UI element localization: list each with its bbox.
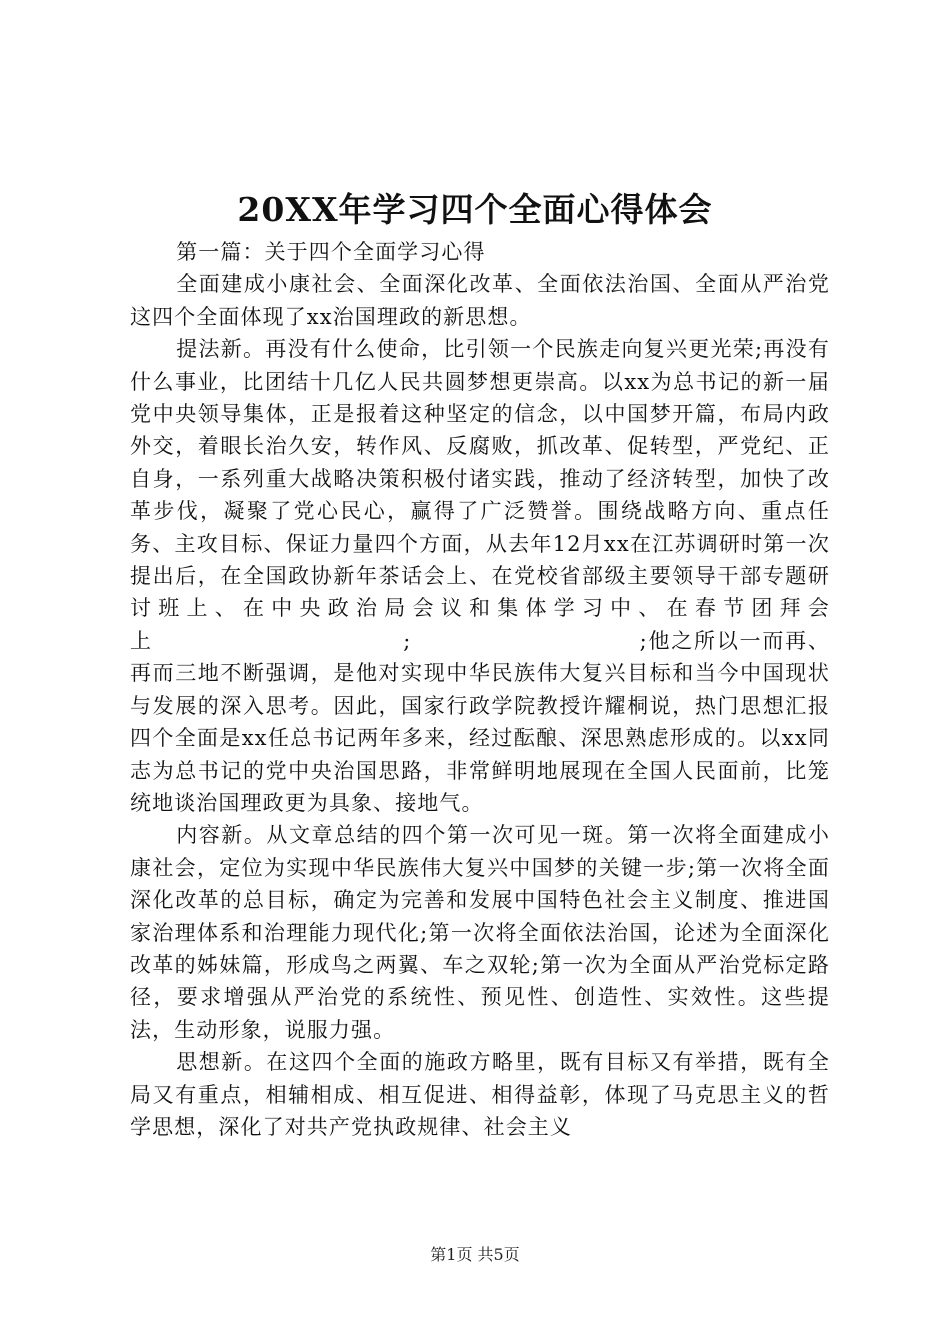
body-paragraph: 提法新。再没有什么使命，比引领一个民族走向复兴更光荣;再没有什么事业，比团结十几亿人民共圆梦想更崇高。以xx为总书记的新一届党中央领导集体，正是报着这种坚定的信念，以中国梦开篇，布局内政外交，着眼长治久安，转作风、反腐败，抓改革、促转型，严党纪、正自身，一系列重大战略决策积极付诸实践，推动了经济转型，加快了改革步伐，凝聚了党心民心，赢得了广泛赞誉。围绕战略方向、重点任务、主攻目标、保证力量四个方面，从去年12月xx在江苏调研时第一次提出后，在全国政协新年茶话会上、在党校省部级主要领导干部专题研讨班上、在中央政治局会议和集体学习中、在春节团拜会上 ; ;他之所以一而再、再而三地不断强调，是他对实现中华民族伟大复兴目标和当今中国现状与发展的深入思考。因此，国家行政学院教授许耀桐说，热门思想汇报四个全面是xx任总书记两年多来，经过酝酿、深思熟虑形成的。以xx同志为总书记的党中央治国思路，非常鲜明地展现在全国人民面前，比笼统地谈治国理政更为具象、接地气。 bbox=[130, 337, 830, 815]
document-body bbox=[130, 236, 830, 1143]
body-paragraph: 思想新。在这四个全面的施政方略里，既有目标又有举措，既有全局又有重点，相辅相成、相互促进、相得益彰，体现了马克思主义的哲学思想，深化了对共产党执政规律、社会主义 bbox=[130, 1050, 830, 1139]
body-paragraph: 内容新。从文章总结的四个第一次可见一斑。第一次将全面建成小康社会，定位为实现中华民族伟大复兴中国梦的关键一步;第一次将全面深化改革的总目标，确定为完善和发展中国特色社会主义制度、推进国家治理体系和治理能力现代化;第一次将全面依法治国，论述为全面深化改革的姊妹篇，形成鸟之两翼、车之双轮;第一次为全面从严治党标定路径，要求增强从严治党的系统性、预见性、创造性、实效性。这些提法，生动形象，说服力强。 bbox=[130, 823, 830, 1042]
body-paragraph: 全面建成小康社会、全面深化改革、全面依法治国、全面从严治党这四个全面体现了xx治国理政的新思想。 bbox=[130, 272, 830, 329]
page-footer: 第1页 共5页 bbox=[430, 1245, 520, 1264]
section-heading: 第一篇：关于四个全面学习心得 bbox=[176, 240, 486, 264]
document-title: 20XX年学习四个全面心得体会 bbox=[237, 190, 713, 229]
